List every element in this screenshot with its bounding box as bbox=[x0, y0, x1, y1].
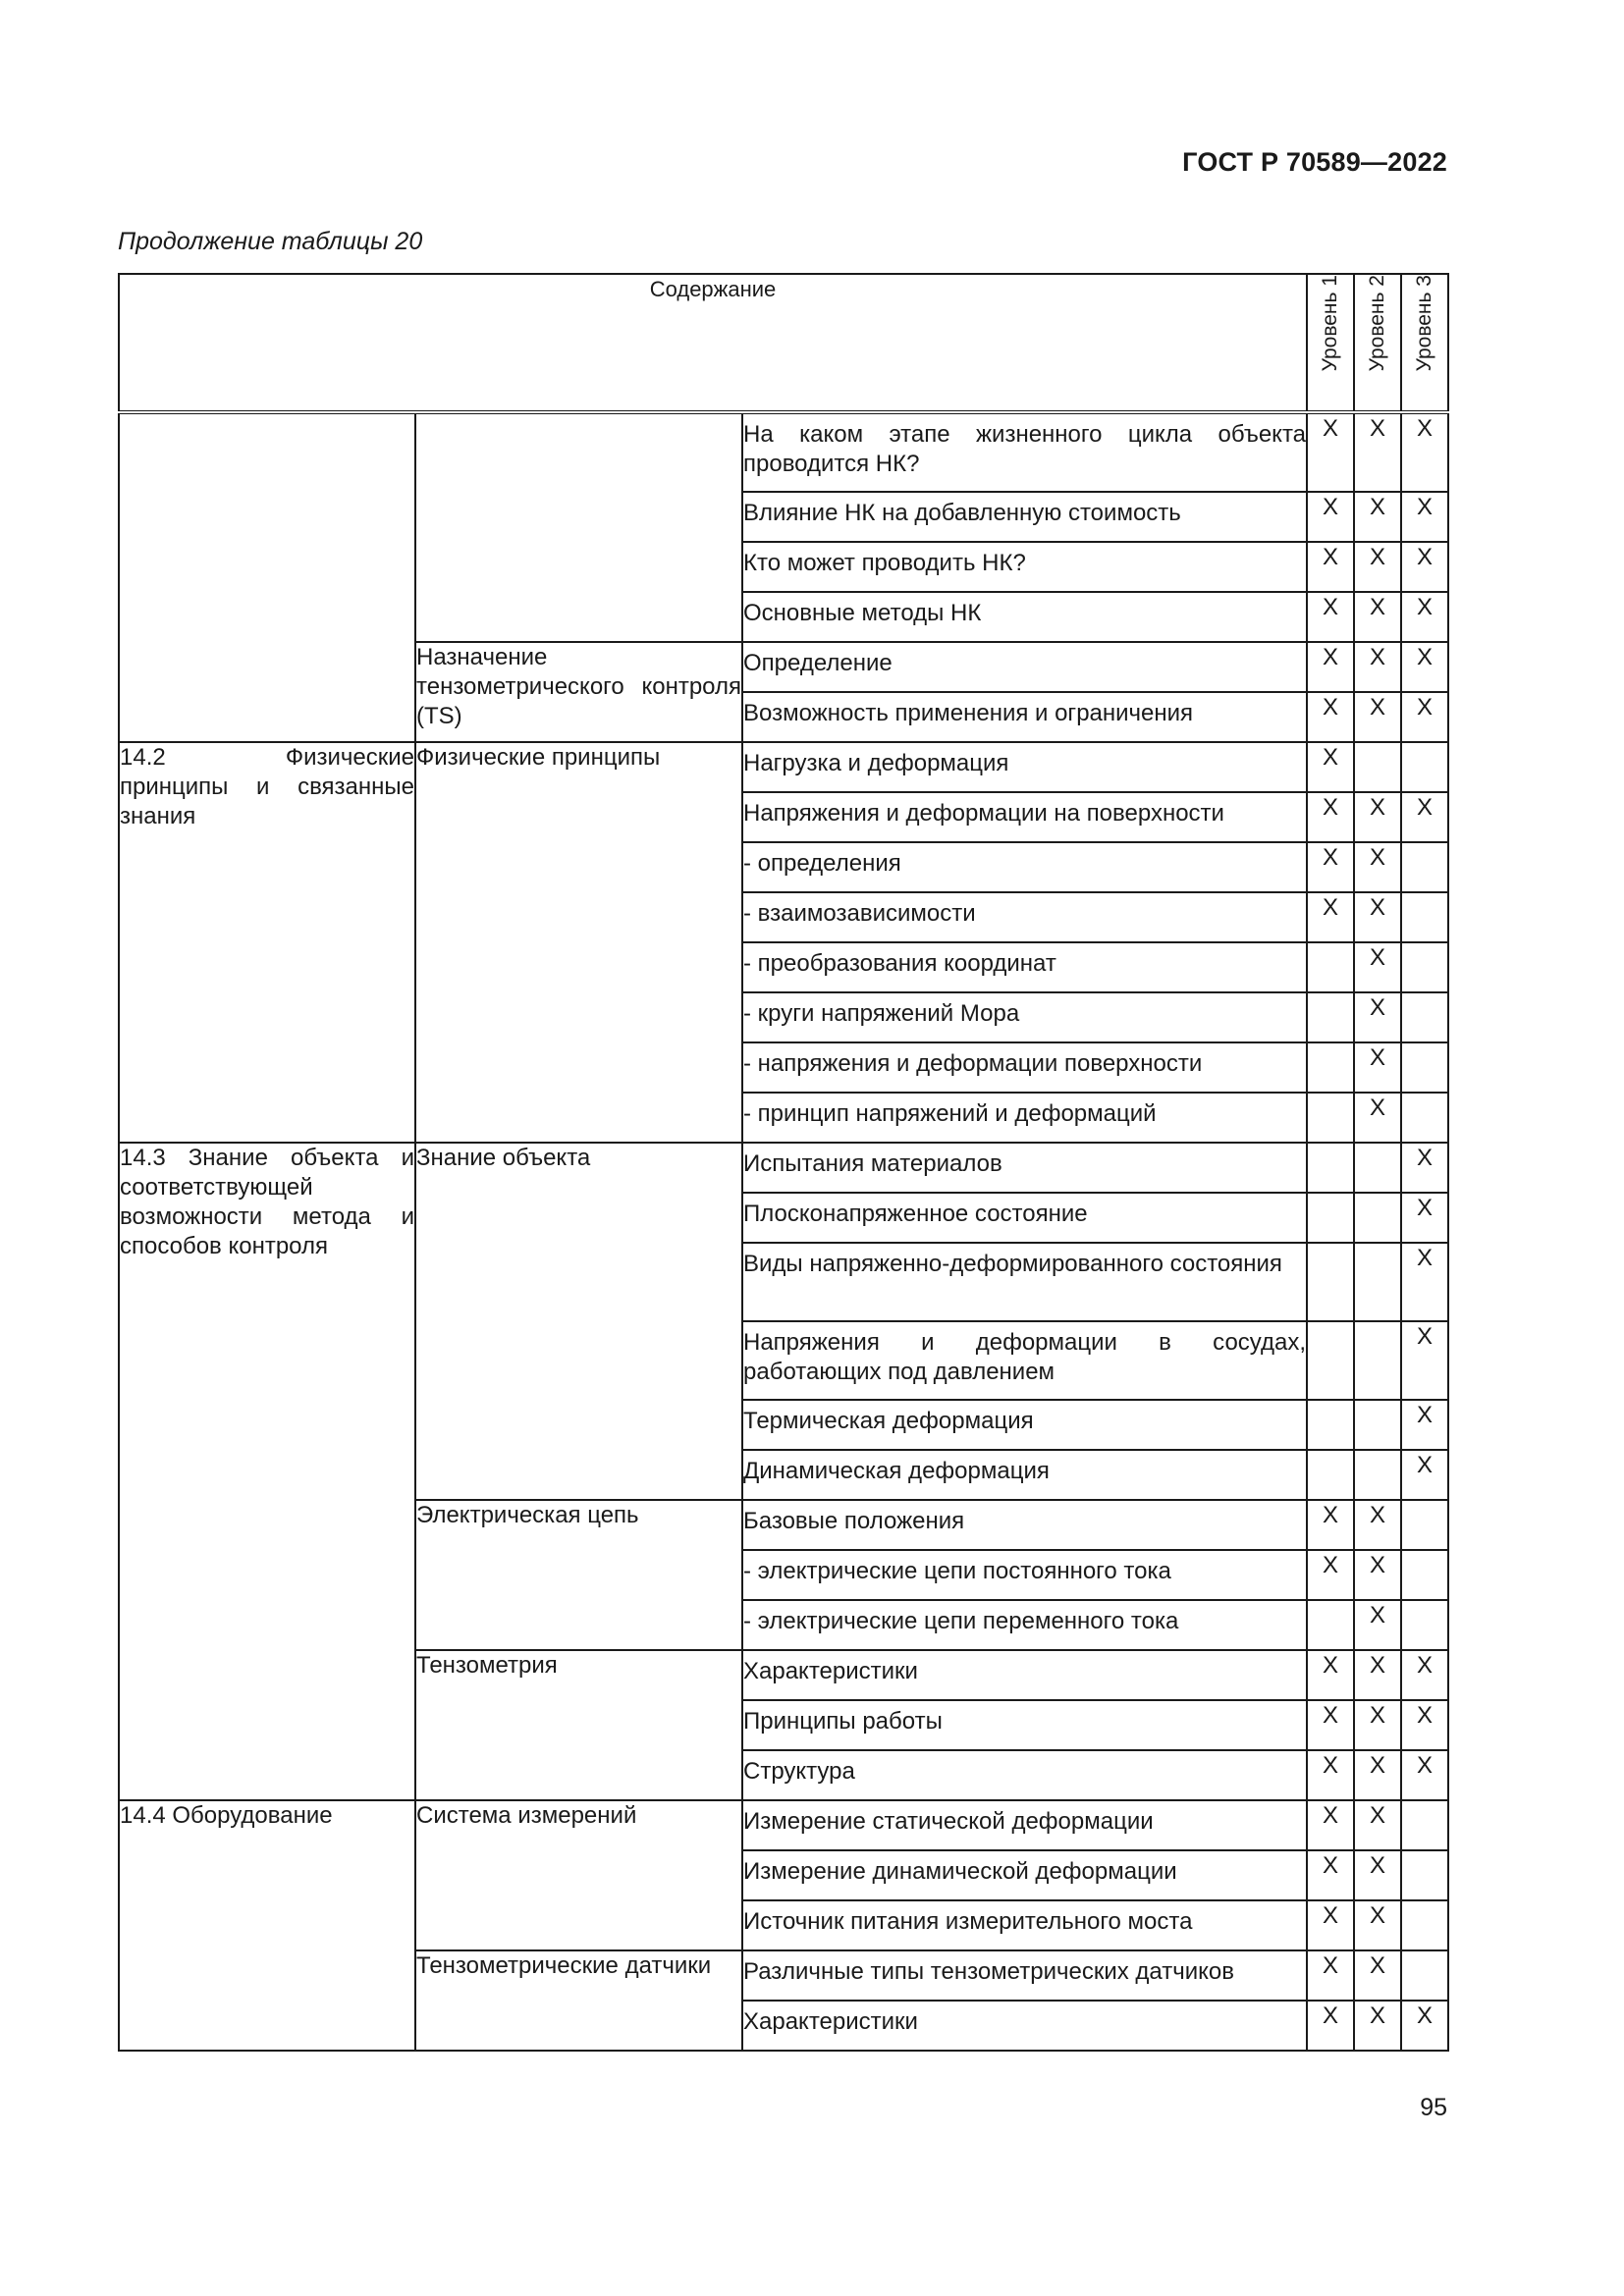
level-3-mark bbox=[1401, 842, 1448, 892]
level-2-mark: X bbox=[1354, 692, 1401, 742]
level-1-mark: X bbox=[1307, 642, 1354, 692]
level-3-mark: X bbox=[1401, 2001, 1448, 2051]
table-row bbox=[119, 1143, 1448, 1193]
item-cell: - электрические цепи переменного тока bbox=[742, 1600, 1307, 1650]
level-1-mark bbox=[1307, 1321, 1354, 1400]
level-2-mark: X bbox=[1354, 412, 1401, 492]
level-1-mark bbox=[1307, 1042, 1354, 1093]
header-content: Содержание bbox=[119, 274, 1307, 412]
level-3-mark bbox=[1401, 742, 1448, 792]
level-2-mark: X bbox=[1354, 1850, 1401, 1900]
topic-cell bbox=[415, 412, 742, 642]
level-2-mark: X bbox=[1354, 2001, 1401, 2051]
header-level-2: Уровень 2 bbox=[1354, 274, 1401, 412]
item-cell: - напряжения и деформации поверхности bbox=[742, 1042, 1307, 1093]
level-2-mark bbox=[1354, 742, 1401, 792]
level-2-mark: X bbox=[1354, 892, 1401, 942]
level-2-mark bbox=[1354, 1193, 1401, 1243]
item-cell: Нагрузка и деформация bbox=[742, 742, 1307, 792]
table-caption: Продолжение таблицы 20 bbox=[118, 228, 423, 255]
item-cell: - круги напряжений Мора bbox=[742, 992, 1307, 1042]
level-2-mark bbox=[1354, 1321, 1401, 1400]
level-2-mark: X bbox=[1354, 1500, 1401, 1550]
item-cell: Термическая деформация bbox=[742, 1400, 1307, 1450]
level-2-mark: X bbox=[1354, 792, 1401, 842]
table-row bbox=[119, 412, 1448, 492]
level-3-mark: X bbox=[1401, 692, 1448, 742]
table-row bbox=[119, 1800, 1448, 1850]
document-code: ГОСТ Р 70589—2022 bbox=[1182, 147, 1447, 177]
level-3-mark bbox=[1401, 992, 1448, 1042]
level-3-mark bbox=[1401, 892, 1448, 942]
level-2-mark: X bbox=[1354, 1700, 1401, 1750]
level-2-mark bbox=[1354, 1450, 1401, 1500]
item-cell: - определения bbox=[742, 842, 1307, 892]
level-1-mark: X bbox=[1307, 742, 1354, 792]
level-1-mark: X bbox=[1307, 1750, 1354, 1800]
level-1-mark: X bbox=[1307, 1950, 1354, 2001]
item-cell: Измерение статической деформации bbox=[742, 1800, 1307, 1850]
item-cell: - взаимозависимости bbox=[742, 892, 1307, 942]
topic-cell: Физические принципы bbox=[415, 742, 742, 1143]
level-1-mark bbox=[1307, 1093, 1354, 1143]
level-3-mark bbox=[1401, 1093, 1448, 1143]
topic-cell: Назначение тензометрического контроля (TS) bbox=[415, 642, 742, 742]
level-2-mark: X bbox=[1354, 1550, 1401, 1600]
level-3-mark: X bbox=[1401, 1750, 1448, 1800]
item-cell: Напряжения и деформации на поверхности bbox=[742, 792, 1307, 842]
level-1-mark: X bbox=[1307, 1900, 1354, 1950]
item-cell: Возможность применения и ограничения bbox=[742, 692, 1307, 742]
level-2-mark bbox=[1354, 1243, 1401, 1321]
level-1-mark: X bbox=[1307, 542, 1354, 592]
level-3-mark: X bbox=[1401, 1143, 1448, 1193]
header-level-1: Уровень 1 bbox=[1307, 274, 1354, 412]
level-3-mark: X bbox=[1401, 1193, 1448, 1243]
level-3-mark bbox=[1401, 1950, 1448, 2001]
item-cell: - преобразования координат bbox=[742, 942, 1307, 992]
level-1-mark: X bbox=[1307, 492, 1354, 542]
header-level-3: Уровень 3 bbox=[1401, 274, 1448, 412]
level-3-mark bbox=[1401, 1600, 1448, 1650]
level-1-mark: X bbox=[1307, 1700, 1354, 1750]
level-1-mark bbox=[1307, 942, 1354, 992]
item-cell: Структура bbox=[742, 1750, 1307, 1800]
level-1-mark: X bbox=[1307, 592, 1354, 642]
item-cell: Различные типы тензометрических датчиков bbox=[742, 1950, 1307, 2001]
level-3-mark bbox=[1401, 1042, 1448, 1093]
level-2-mark: X bbox=[1354, 1650, 1401, 1700]
level-3-mark: X bbox=[1401, 1321, 1448, 1400]
level-3-mark bbox=[1401, 1850, 1448, 1900]
level-2-mark: X bbox=[1354, 1600, 1401, 1650]
section-cell: 14.4 Оборудование bbox=[119, 1800, 415, 2051]
table-header-row bbox=[119, 274, 1448, 412]
level-1-mark: X bbox=[1307, 692, 1354, 742]
level-1-mark bbox=[1307, 1400, 1354, 1450]
level-2-mark: X bbox=[1354, 842, 1401, 892]
level-3-mark: X bbox=[1401, 642, 1448, 692]
level-3-mark: X bbox=[1401, 492, 1448, 542]
level-3-mark: X bbox=[1401, 1450, 1448, 1500]
topic-cell: Тензометрия bbox=[415, 1650, 742, 1800]
level-3-mark bbox=[1401, 942, 1448, 992]
level-2-mark: X bbox=[1354, 942, 1401, 992]
item-cell: Характеристики bbox=[742, 2001, 1307, 2051]
level-2-mark: X bbox=[1354, 1093, 1401, 1143]
level-3-mark bbox=[1401, 1800, 1448, 1850]
level-3-mark: X bbox=[1401, 1700, 1448, 1750]
level-1-mark: X bbox=[1307, 892, 1354, 942]
item-cell: Плосконапряженное состояние bbox=[742, 1193, 1307, 1243]
level-2-mark: X bbox=[1354, 1950, 1401, 2001]
level-1-mark bbox=[1307, 1600, 1354, 1650]
level-2-mark: X bbox=[1354, 1750, 1401, 1800]
level-1-mark bbox=[1307, 1143, 1354, 1193]
item-cell: Виды напряженно-деформированного состояния bbox=[742, 1243, 1307, 1321]
level-1-mark: X bbox=[1307, 412, 1354, 492]
level-3-mark bbox=[1401, 1500, 1448, 1550]
content-table bbox=[118, 273, 1449, 2052]
level-2-mark: X bbox=[1354, 1900, 1401, 1950]
item-cell: Принципы работы bbox=[742, 1700, 1307, 1750]
item-cell: Влияние НК на добавленную стоимость bbox=[742, 492, 1307, 542]
item-cell: Напряжения и деформации в сосудах, работающих под давлением bbox=[742, 1321, 1307, 1400]
level-3-mark: X bbox=[1401, 542, 1448, 592]
level-1-mark bbox=[1307, 1450, 1354, 1500]
level-3-mark: X bbox=[1401, 792, 1448, 842]
item-cell: Кто может проводить НК? bbox=[742, 542, 1307, 592]
table-row bbox=[119, 742, 1448, 792]
level-1-mark: X bbox=[1307, 1850, 1354, 1900]
item-cell: Характеристики bbox=[742, 1650, 1307, 1700]
page-number: 95 bbox=[1420, 2094, 1447, 2121]
level-3-mark bbox=[1401, 1550, 1448, 1600]
level-2-mark bbox=[1354, 1400, 1401, 1450]
topic-cell: Электрическая цепь bbox=[415, 1500, 742, 1650]
level-3-mark: X bbox=[1401, 1243, 1448, 1321]
item-cell: - принцип напряжений и деформаций bbox=[742, 1093, 1307, 1143]
level-2-mark: X bbox=[1354, 592, 1401, 642]
level-1-mark bbox=[1307, 1193, 1354, 1243]
level-2-mark: X bbox=[1354, 492, 1401, 542]
item-cell: Основные методы НК bbox=[742, 592, 1307, 642]
item-cell: Измерение динамической деформации bbox=[742, 1850, 1307, 1900]
item-cell: Динамическая деформация bbox=[742, 1450, 1307, 1500]
level-3-mark: X bbox=[1401, 1650, 1448, 1700]
topic-cell: Система измерений bbox=[415, 1800, 742, 1950]
section-cell: 14.3 Знание объекта и соответствующей возможности метода и способов контроля bbox=[119, 1143, 415, 1800]
level-1-mark: X bbox=[1307, 792, 1354, 842]
item-cell: Базовые положения bbox=[742, 1500, 1307, 1550]
level-2-mark: X bbox=[1354, 992, 1401, 1042]
topic-cell: Тензометрические датчики bbox=[415, 1950, 742, 2051]
level-1-mark: X bbox=[1307, 1800, 1354, 1850]
item-cell: Определение bbox=[742, 642, 1307, 692]
level-1-mark: X bbox=[1307, 2001, 1354, 2051]
section-cell: 14.2 Физические принципы и связанные знания bbox=[119, 742, 415, 1143]
level-1-mark: X bbox=[1307, 1500, 1354, 1550]
level-2-mark: X bbox=[1354, 542, 1401, 592]
item-cell: Источник питания измерительного моста bbox=[742, 1900, 1307, 1950]
level-3-mark bbox=[1401, 1900, 1448, 1950]
level-3-mark: X bbox=[1401, 412, 1448, 492]
level-1-mark: X bbox=[1307, 842, 1354, 892]
item-cell: - электрические цепи постоянного тока bbox=[742, 1550, 1307, 1600]
level-2-mark: X bbox=[1354, 642, 1401, 692]
level-2-mark: X bbox=[1354, 1042, 1401, 1093]
level-1-mark: X bbox=[1307, 1650, 1354, 1700]
level-1-mark bbox=[1307, 1243, 1354, 1321]
level-1-mark: X bbox=[1307, 1550, 1354, 1600]
topic-cell: Знание объекта bbox=[415, 1143, 742, 1500]
section-cell bbox=[119, 412, 415, 742]
level-1-mark bbox=[1307, 992, 1354, 1042]
level-2-mark bbox=[1354, 1143, 1401, 1193]
level-2-mark: X bbox=[1354, 1800, 1401, 1850]
level-3-mark: X bbox=[1401, 592, 1448, 642]
item-cell: На каком этапе жизненного цикла объекта проводится НК? bbox=[742, 412, 1307, 492]
level-3-mark: X bbox=[1401, 1400, 1448, 1450]
item-cell: Испытания материалов bbox=[742, 1143, 1307, 1193]
